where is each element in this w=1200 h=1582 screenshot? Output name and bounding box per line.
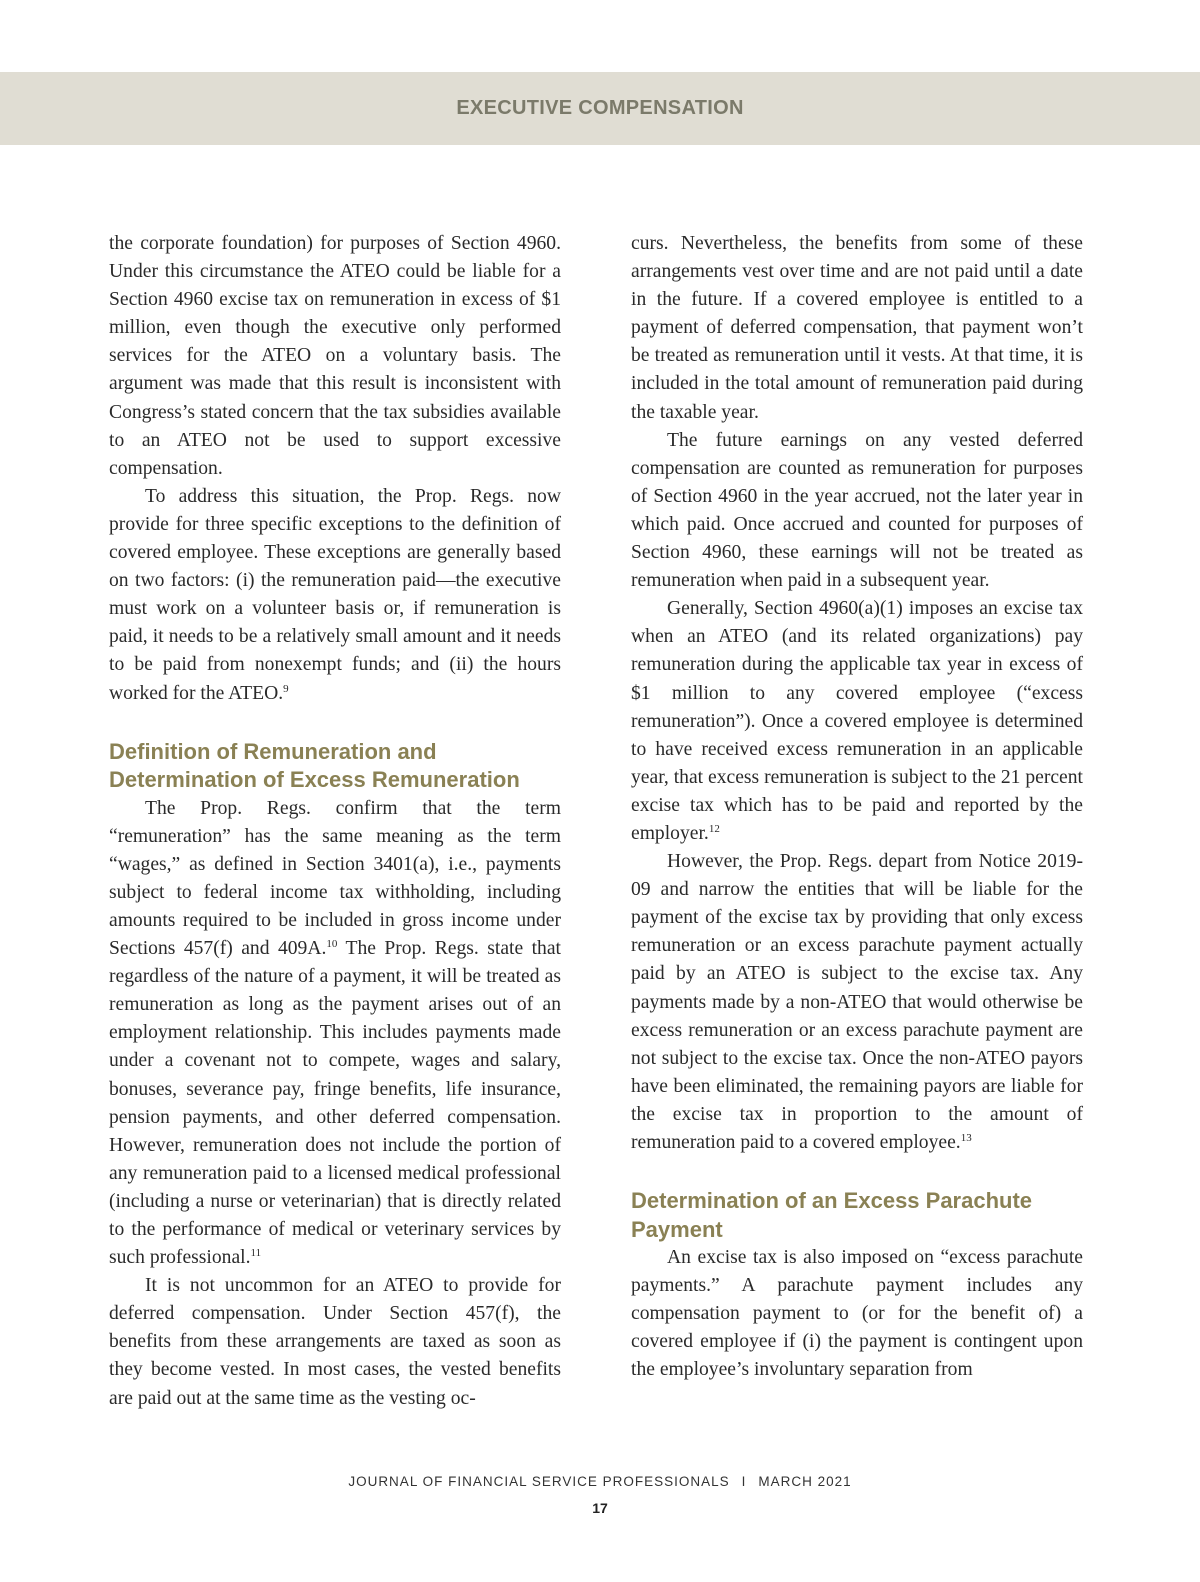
section-heading: Definition of Remuneration and Determination of Excess Remuneration — [109, 738, 520, 793]
footnote-ref: 10 — [326, 938, 338, 951]
left-column — [109, 230, 561, 1413]
paragraph: It is not uncommon for an ATEO to provide for deferred compensation. Under Section 457(f), the benefits from these arrangements are taxed as soon as they become vested. In most cases, the vested benefits are paid out at the same time as the vesting oc- — [109, 1275, 561, 1409]
section-title: EXECUTIVE COMPENSATION — [456, 97, 744, 119]
paragraph: Generally, Section 4960(a)(1) imposes an excise tax when an ATEO (and its related organizations) pay remuneration during the applicable tax year in excess of $1 million to any covered employee (“excess remuneration”). Once a covered employee is determined to have received excess remuneration in an applicable year, that excess remuneration is subject to the 21 percent excise tax which has to be paid and reported by the employer.$^{12}$ — [631, 598, 1083, 844]
footnote-ref: 12 — [708, 822, 720, 835]
paragraph: The future earnings on any vested deferred compensation are counted as remuneration for purposes of Section 4960 in the year accrued, not the later year in which paid. Once accrued and counted for purposes of Section 4960, these earnings will not be treated as remuneration when paid in a subsequent year. — [631, 429, 1083, 592]
footer-separator: I — [741, 1474, 747, 1489]
running-footer — [0, 1474, 1200, 1489]
issue-date: MARCH 2021 — [758, 1474, 852, 1489]
paragraph: The Prop. Regs. confirm that the term “remuneration” has the same meaning as the term “wages,” as defined in Section 3401(a), i.e., payments subject to federal income tax withholding, including amounts required to be included in gross income under Sections 457(f) and 409A.$^{10}$ The Prop. Regs. state that regardless of the nature of a payment, it will be treated as remuneration as long as the payment arises out of an employment relationship. This includes payments made under a covenant not to compete, wages and salary, bonuses, severance pay, fringe benefits, life insurance, pension payments, and other deferred compensation. However, remuneration does not include the portion of any remuneration paid to a licensed medical professional (including a nurse or veterinarian) that is directly related to the performance of medical or veterinary services by such professional.$^{11}$ — [109, 797, 561, 1269]
page-number: 17 — [592, 1500, 608, 1516]
footnote-ref: 11 — [250, 1247, 262, 1260]
paragraph: the corporate foundation) for purposes of Section 4960. Under this circumstance the ATEO could be liable for a Section 4960 excise tax on remuneration in excess of $1 million, even though the executive only performed services for the ATEO on a voluntary basis. The argument was made that this result is inconsistent with Congress’s stated concern that the tax subsidies available to an ATEO not be used to support excessive compensation. — [109, 233, 561, 479]
section-heading: Determination of an Excess Parachute Payment — [631, 1188, 1033, 1242]
paragraph: To address this situation, the Prop. Regs. now provide for three specific exceptions to the definition of covered employee. These exceptions are generally based on two factors: (i) the remuneration paid—the executive must work on a volunteer basis or, if remuneration is paid, it needs to be a relatively small amount and it needs to be paid from nonexempt funds; and (ii) the hours worked for the ATEO.$^9$ — [109, 485, 561, 704]
footnote-ref: 9 — [283, 682, 289, 695]
journal-name: JOURNAL OF FINANCIAL SERVICE PROFESSIONALS — [348, 1474, 730, 1489]
right-column — [631, 230, 1083, 1385]
footnote-ref: 13 — [960, 1132, 972, 1144]
running-header — [0, 72, 1200, 145]
paragraph: curs. Nevertheless, the benefits from some of these arrangements vest over time and are not paid until a date in the future. If a covered employee is entitled to a payment of deferred compensation, that payment won’t be treated as remuneration until it vests. At that time, it is included in the total amount of remuneration paid during the taxable year. — [631, 233, 1083, 423]
paragraph: An excise tax is also imposed on “excess parachute payments.” A parachute payment includes any compensation payment to (or for the benefit of) a covered employee if (i) the payment is contingent upon the employee’s involuntary separation from — [631, 1247, 1083, 1381]
paragraph: However, the Prop. Regs. depart from Notice 2019-09 and narrow the entities that will be liable for the payment of the excise tax by providing that only excess remuneration or an excess parachute payment actually paid by an ATEO is subject to the excise tax. Any payments made by a non-ATEO that would otherwise be excess remuneration or an excess parachute payment are not subject to the excise tax. Once the non-ATEO payors have been eliminated, the remaining payors are liable for the excise tax in proportion to the amount of remuneration paid to a covered employee.$^{13}$ — [631, 851, 1083, 1153]
